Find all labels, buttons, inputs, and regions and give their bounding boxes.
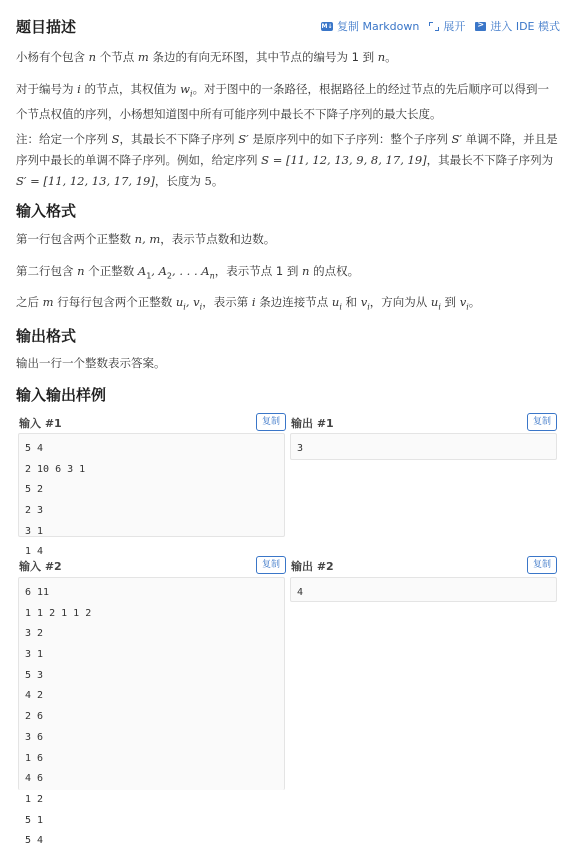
description-title: 题目描述 [16, 18, 77, 36]
output-1-label: 输出 #1 [291, 417, 334, 430]
code-line: 3 1 [25, 525, 44, 537]
copy-output-1-button[interactable]: 复制 [527, 413, 557, 431]
code-line: 5 2 [25, 484, 44, 496]
code-line: 2 6 [25, 711, 44, 723]
code-line: 5 4 [25, 443, 44, 454]
markdown-icon: M↓ [321, 22, 333, 30]
terminal-icon [475, 22, 486, 31]
samples-title: 输入输出样例 [16, 386, 107, 404]
output-format-text: 输出一行一个整数表示答案。 [16, 356, 166, 370]
copy-input-1-button[interactable]: 复制 [256, 413, 286, 431]
code-line: 2 3 [25, 505, 44, 517]
copy-markdown-label: 复制 Markdown [337, 20, 420, 33]
code-line: 2 10 6 3 1 [25, 463, 86, 475]
description-paragraph-2: 对于编号为 i 的节点，其权值为 $w_i$。对于图中的一条路径，根据路径上的经过节点的先后顺序可以得到一个节点权值的序列，小杨想知道图中所有可能序列中最长不下降子序列的最大长度。 [16, 82, 550, 122]
code-line: 1 4 [25, 546, 44, 558]
input-format-line-1: 第一行包含两个正整数 n, m，表示节点数和边数。 [16, 232, 276, 246]
expand-icon [429, 22, 439, 31]
code-line: 5 4 [25, 835, 44, 847]
input-format-line-2: 第二行包含 n 个正整数 $A_1$, $A_2$, . . . $A_n$，表示节点 1 到 n 的点权。 [16, 264, 360, 281]
code-line: 4 [297, 587, 304, 598]
code-line: 1 6 [25, 752, 44, 764]
header-actions [321, 18, 560, 34]
input-format-title: 输入格式 [16, 202, 77, 220]
input-1-code [18, 433, 285, 558]
expand-label: 展开 [443, 20, 466, 33]
code-line: 5 1 [25, 814, 44, 826]
copy-output-2-button[interactable]: 复制 [527, 556, 557, 574]
code-line: 3 1 [25, 649, 44, 661]
output-1-code [290, 433, 557, 460]
input-2-code [18, 577, 285, 847]
code-line: 1 2 [25, 793, 44, 805]
input-format-line-3: 之后 m 行每行包含两个正整数 $u_i$, $v_i$，表示第 i 条边连接节点 $u_i$ 和 $v_i$，方向为从 $u_i$ 到 $v_i$。 [16, 295, 481, 312]
ide-mode-label: 进入 IDE 模式 [490, 20, 560, 33]
copy-markdown-button[interactable] [321, 18, 419, 34]
expand-button[interactable] [429, 18, 465, 34]
output-2-code [290, 577, 557, 602]
description-paragraph-1: 小杨有个包含 n 个节点 m 条边的有向无环图，其中节点的编号为 1 到 n。 [16, 50, 397, 64]
code-line: 3 [297, 443, 304, 454]
code-line: 6 11 [25, 587, 50, 598]
description-paragraph-3: 注：给定一个序列 S，其最长不下降子序列 S′ 是原序列中的如下子序列：整个子序列 S′ 单调不降，并且是序列中最长的单调不降子序列。例如，给定序列 S = [11, 12, 13, 9, 8, 17, 19]，其最长不下降子序列为 S′ = [11, 12, 13, 17, 19]，长度为 5。 [16, 132, 558, 188]
code-line: 4 2 [25, 690, 44, 702]
code-line: 4 6 [25, 773, 44, 785]
code-line: 3 2 [25, 628, 44, 640]
output-format-title: 输出格式 [16, 327, 77, 345]
input-1-label: 输入 #1 [19, 417, 62, 430]
output-2-label: 输出 #2 [291, 560, 334, 573]
copy-input-2-button[interactable]: 复制 [256, 556, 286, 574]
code-line: 3 6 [25, 731, 44, 743]
ide-mode-button[interactable] [475, 18, 560, 34]
code-line: 1 1 2 1 1 2 [25, 607, 92, 619]
input-2-label: 输入 #2 [19, 560, 62, 573]
code-line: 5 3 [25, 669, 44, 681]
